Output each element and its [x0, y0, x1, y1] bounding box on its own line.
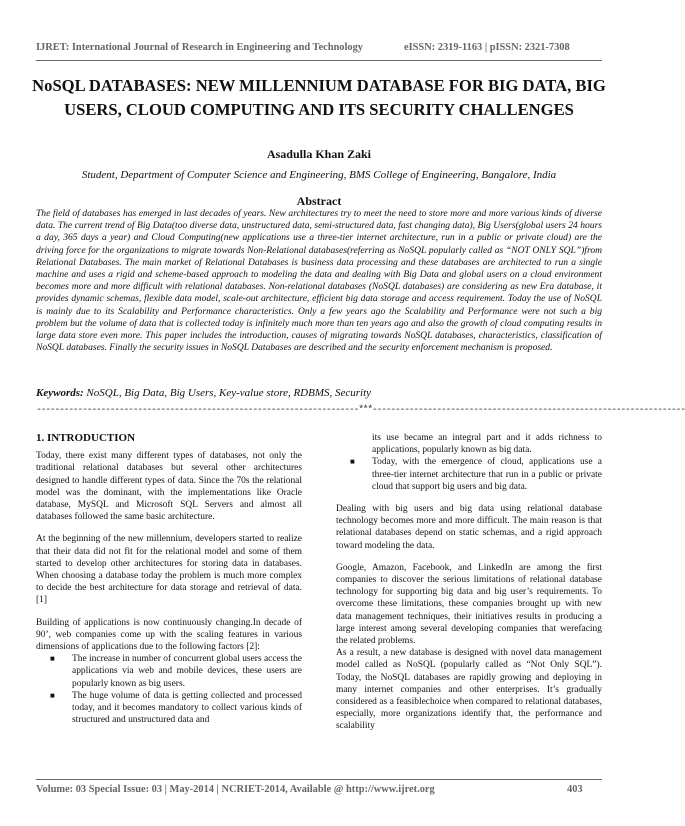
intro-paragraph-2: At the beginning of the new millennium, developers started to realize that their data did not fit for the relational model and some of them started to develop other architectures for storing data in databases. When choosing a database today the problem is much more complex to decide the best architecture for data storage and retrieval of data. [1]: [36, 534, 302, 606]
list-item-continued: its use became an integral part and it adds richness to applications, popularly known as big data.: [372, 433, 602, 456]
right-column: [336, 432, 602, 743]
square-bullet-icon: ■: [50, 690, 55, 700]
list-item: ■ Today, with the emergence of cloud, applications use a three-tier internet architecture that run in a public or private cloud that support big users and big data.: [350, 457, 602, 492]
footer-divider: [36, 779, 602, 780]
left-column: [36, 432, 302, 726]
abstract-text: The field of databases has emerged in last decades of years. New architectures try to meet the need to store more and more various kinds of diverse data. The current trend of Big Data(too diverse data, unstructured data, semi-structured data, fast changing data), Big Users(global users 24 hours a day, 365 days a year) and Cloud Computing(new applications use a three-tier internet architecture, run in a public or private cloud) are the driving force for the organizations to migrate towards Non-Relational databases(referring as NoSQL popularly called as “NOT ONLY SQL”)from Relational Databases. The main market of Relational Databases is business data processing and these databases are architected to run a single machine and uses a rigid and scheme-based approach to modeling the data and dealing with Big Data and global users on a cloud environment becomes more and more difficult with relational databases. Non-relational databases (NoSQL databases) are considering as new Era database, it provides dynamic schemas, flexible data model, scale-out architecture, efficient big data storage and access requirement. Today the use of NoSQL is mainly due to its Scalability and Performance characteristics. Only a few years ago the Scalability and Performance were not such a big problem but the volume of data that is collected today is infinitely much more than ten years ago and also the growth of cloud computing results in large data store even more. This paper includes the introduction, causes of migrating towards NoSQL databases, characteristics, classification of NoSQL databases. Finally the security issues in NoSQL Databases are described and the security enforcement mechanism is proposed.: [36, 208, 602, 354]
author-affiliation: Student, Department of Computer Science and Engineering, BMS College of Engineering, Bangalore, India: [81, 169, 557, 181]
footer-citation: Volume: 03 Special Issue: 03 | May-2014 | NCRIET-2014, Available @ http://www.ijret.org: [36, 784, 435, 795]
paper-title: NoSQL DATABASES: NEW MILLENNIUM DATABASE FOR BIG DATA, BIG USERS, CLOUD COMPUTING AND ITS SECURITY CHALLENGES: [32, 76, 606, 119]
right-paragraph-2: Google, Amazon, Facebook, and LinkedIn are among the first companies to discover the serious limitations of relational database technology for supporting big data and big user’s requirements. To overcome these limitations, these companies brought up with new data management techniques, their initiatives results in producing a large interest among several developing companies that werefacing the related problems.: [336, 562, 602, 647]
square-bullet-icon: ■: [50, 654, 55, 664]
factor-list-continued: [336, 432, 602, 493]
page-number: 403: [567, 784, 583, 795]
abstract-heading: Abstract: [296, 194, 342, 208]
list-item: ■ The increase in number of concurrent global users access the applications via web and mobile devices, these users are popularly known as big users.: [50, 654, 302, 689]
issn-header: eISSN: 2319-1163 | pISSN: 2321-7308: [404, 42, 570, 53]
right-paragraph-3: As a result, a new database is designed with novel data management model called as NoSQL (popularly called as “Not Only SQL”). Today, the NoSQL databases are rapidly growing and deploying in many internet companies and other enterprises. It’s gradually considered as a feasiblechoice when compared to relational databases, especially, more organizations identify that, the performance and scalability: [336, 648, 602, 732]
keywords-label: Keywords:: [36, 387, 84, 399]
section-separator: ----------------------------------------------------------------------***--------------------------------------------------------------------: [36, 405, 685, 416]
journal-header: IJRET: International Journal of Research in Engineering and Technology: [36, 42, 363, 53]
intro-paragraph-3: Building of applications is now continuously changing.In decade of 90’, web companies come up with the scaling features in various dimensions of applications due to the following factors [2]:: [36, 617, 302, 653]
factor-list: [36, 653, 302, 726]
keywords-line: [36, 387, 602, 399]
section-heading-introduction: 1. INTRODUCTION: [36, 432, 136, 444]
right-paragraph-1: Dealing with big users and big data using relational database technology becomes more and more difficult. The main reason is that relational databases depend on static schemas, and a rigid approach toward modeling the data.: [336, 504, 602, 551]
intro-paragraph-1: Today, there exist many different types of databases, not only the traditional relational databases but several other architectures designed to handle different types of data. Since the 70s the relational model was the dominant, with the implementations like Oracle database, MySQL and Microsoft SQL Servers and almost all databases followed the same basic architecture.: [36, 451, 302, 523]
author-name: Asadulla Khan Zaki: [266, 147, 372, 161]
list-item: ■ The huge volume of data is getting collected and processed today, and it becomes mandatory to collect various kinds of structured and unstructured data and: [50, 690, 302, 726]
keywords-text: NoSQL, Big Data, Big Users, Key-value store, RDBMS, Security: [83, 387, 372, 399]
square-bullet-icon: ■: [350, 457, 355, 467]
header-divider: [36, 60, 602, 61]
